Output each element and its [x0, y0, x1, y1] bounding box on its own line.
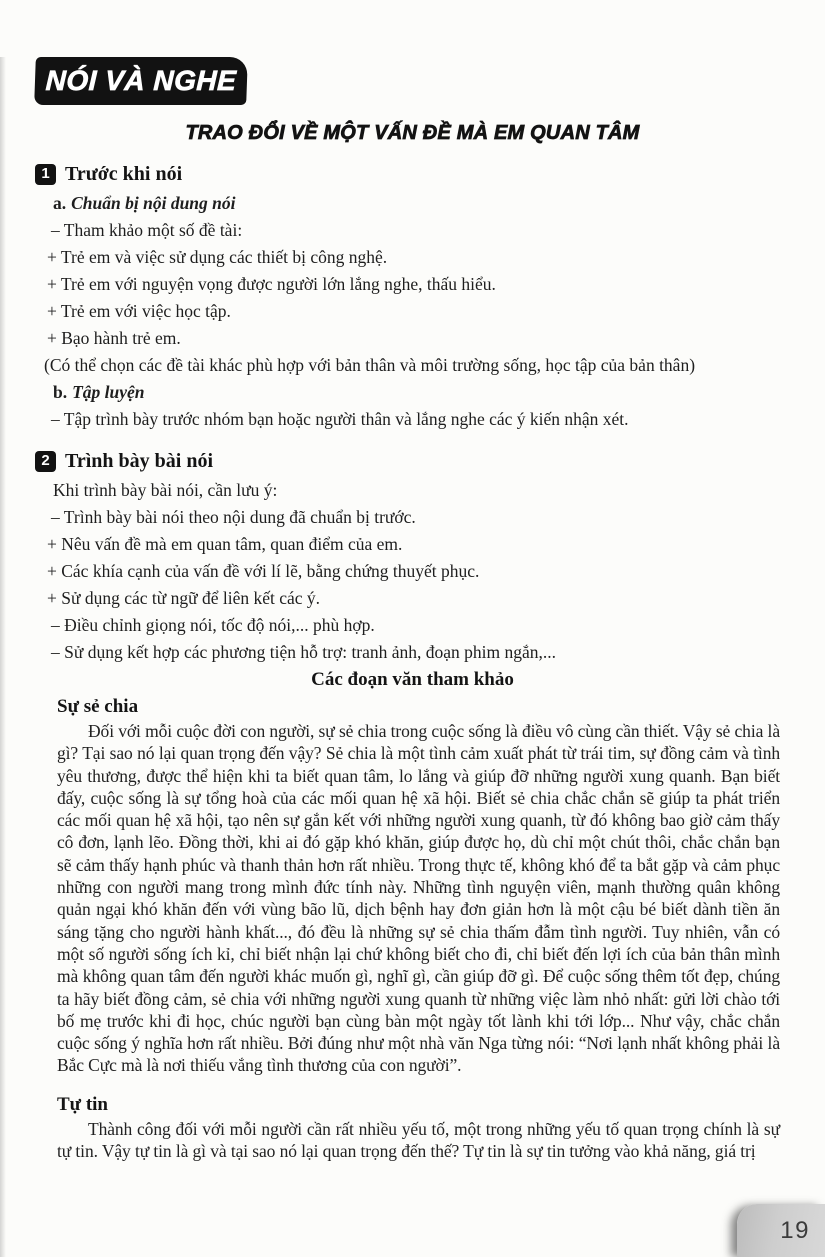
list-item — [0, 190, 825, 217]
lesson-badge-label: NÓI VÀ NGHE — [45, 65, 237, 96]
page-number-tab — [737, 1204, 825, 1257]
item-text: Chuẩn bị nội dung nói — [71, 193, 236, 213]
passage-title: Tự tin — [57, 1093, 108, 1115]
list-item: + Các khía cạnh của vấn đề với lí lẽ, bằng chứng thuyết phục. — [47, 561, 480, 581]
passage-body: Đối với mỗi cuộc đời con người, sự sẻ chia trong cuộc sống là điều vô cùng cần thiết. Vậy sẻ chia là gì? Tại sao nó lại quan trọng đến vậy? Sẻ chia là một tình cảm xuất phát từ trái tim, sự đồng cảm và tình yêu thương, được thể hiện khi ta biết quan tâm, lo lắng và giúp đỡ những người xung quanh. Bạn biết đấy, cuộc sống là sự tổng hoà của các mối quan hệ xã hội. Biết sẻ chia chắc chắn sẽ giúp ta phát triển các mối quan hệ xã hội, tạo nên sự gắn kết với những người xung quanh, từ đó không bao giờ cảm thấy cô đơn, lạnh lẽo. Đồng thời, khi ai đó gặp khó khăn, giúp được họ, dù chỉ một chút thôi, chắc chắn bạn sẽ cảm thấy hạnh phúc và thanh thản hơn rất nhiều. Trong thực tế, không khó để ta bắt gặp và cảm phục những con người mang trong mình đức tính này. Những tình nguyện viên, mạnh thường quân không quản ngại khó khăn đến với vùng bão lũ, dịch bệnh hay đơn giản hơn là một cậu bé biết dành tiền ăn sáng tặng cho người hành khất..., đó đều là những sự sẻ chia thấm đẫm tình người. Tuy nhiên, vẫn có một số người sống ích kỉ, chỉ biết nhận lại chứ không biết cho đi, chỉ biết đến lợi ích của bản thân mình mà không quan tâm đến người khác muốn gì, nghĩ gì, cần giúp đỡ gì. Để cuộc sống thêm tốt đẹp, chúng ta hãy biết đồng cảm, sẻ chia với những người xung quanh từ những việc làm nhỏ nhất: gửi lời chào tới bố mẹ trước khi đi học, chúc người bạn cùng bàn một ngày tốt lành khi tới lớp... Như vậy, chắc chắn cuộc sống ý nghĩa hơn rất nhiều. Bởi đúng như một nhà văn Nga từng nói: “Nơi lạnh nhất không phải là Bắc Cực mà là nơi thiếu vắng tình thương của con người”. — [57, 721, 780, 1076]
list-item: – Tập trình bày trước nhóm bạn hoặc người thân và lắng nghe các ý kiến nhận xét. — [51, 409, 629, 429]
list-item: + Sử dụng các từ ngữ để liên kết các ý. — [47, 588, 321, 608]
list-item: – Trình bày bài nói theo nội dung đã chuẩn bị trước. — [51, 507, 416, 527]
item-text: Tập luyện — [72, 382, 145, 402]
passage-body: Thành công đối với mỗi người cần rất nhiều yếu tố, một trong những yếu tố quan trọng chính là sự tự tin. Vậy tự tin là gì và tại sao nó lại quan trọng đến thế? Tự tin là sự tin tưởng vào khả năng, giá trị — [57, 1118, 780, 1162]
item-marker: a. — [53, 193, 67, 213]
section-heading — [35, 448, 825, 474]
section-heading-label: Trước khi nói — [65, 163, 183, 185]
section-number-badge: 1 — [35, 164, 56, 185]
lesson-badge — [34, 57, 248, 105]
list-item: – Tham khảo một số đề tài: — [51, 220, 243, 240]
list-item: – Sử dụng kết hợp các phương tiện hỗ trợ: tranh ảnh, đoạn phim ngắn,... — [51, 642, 557, 662]
page-number: 19 — [780, 1216, 810, 1244]
section-before-speaking — [0, 161, 825, 433]
list-item: + Nêu vấn đề mà em quan tâm, quan điểm của em. — [47, 534, 403, 554]
list-item: – Điều chỉnh giọng nói, tốc độ nói,... phù hợp. — [51, 615, 375, 635]
list-item: + Trẻ em với việc học tập. — [47, 301, 231, 321]
list-item: + Trẻ em và việc sử dụng các thiết bị công nghệ. — [47, 247, 388, 267]
section-heading-label: Trình bày bài nói — [65, 450, 214, 472]
section-presenting — [0, 448, 825, 666]
lesson-title: TRAO ĐỔI VỀ MỘT VẤN ĐỀ MÀ EM QUAN TÂM — [185, 122, 640, 144]
list-item: Khi trình bày bài nói, cần lưu ý: — [53, 480, 278, 500]
section-heading — [35, 161, 825, 187]
textbook-page — [0, 57, 825, 1257]
list-item: + Trẻ em với nguyện vọng được người lớn lắng nghe, thấu hiểu. — [47, 274, 496, 294]
list-item: (Có thể chọn các đề tài khác phù hợp với bản thân và môi trường sống, học tập của bản thân) — [44, 355, 696, 375]
reference-heading: Các đoạn văn tham khảo — [311, 669, 514, 690]
passage-title: Sự sẻ chia — [57, 696, 139, 717]
list-item — [0, 379, 825, 406]
section-number-badge: 2 — [35, 451, 56, 472]
item-marker: b. — [53, 382, 68, 402]
reference-passages — [0, 667, 825, 1162]
list-item: + Bạo hành trẻ em. — [47, 328, 181, 348]
